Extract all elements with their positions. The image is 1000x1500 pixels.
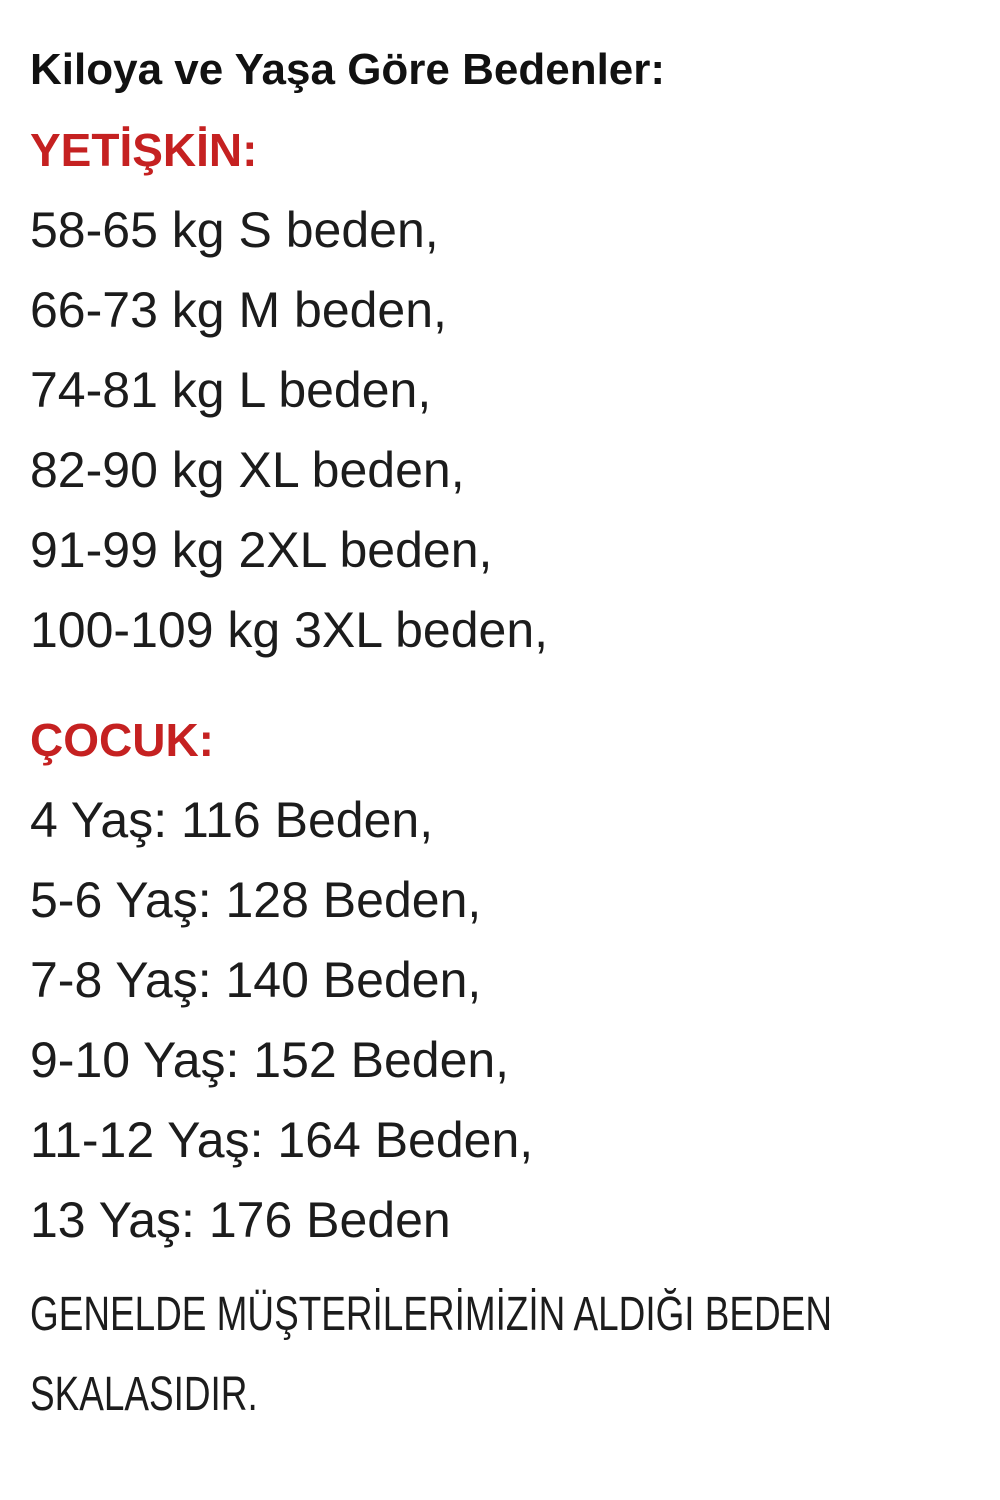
footer-note bbox=[30, 1275, 980, 1435]
page-title: Kiloya ve Yaşa Göre Bedenler: bbox=[30, 45, 666, 94]
size-line-child-152: 9-10 Yaş: 152 Beden, bbox=[30, 1032, 510, 1088]
section-heading-child: ÇOCUK: bbox=[30, 714, 214, 766]
size-line-adult-2xl: 91-99 kg 2XL beden, bbox=[30, 522, 493, 578]
size-line-child-176: 13 Yaş: 176 Beden bbox=[30, 1192, 451, 1248]
size-line-adult-s: 58-65 kg S beden, bbox=[30, 202, 439, 258]
footer-note-text: GENELDE MÜŞTERİLERİMİZİN ALDIĞI BEDEN SKALASIDIR. bbox=[30, 1288, 832, 1421]
size-line-child-164: 11-12 Yaş: 164 Beden, bbox=[30, 1112, 534, 1168]
size-line-adult-l: 74-81 kg L beden, bbox=[30, 362, 432, 418]
size-line-adult-xl: 82-90 kg XL beden, bbox=[30, 442, 465, 498]
section-adult bbox=[30, 110, 980, 670]
size-line-child-128: 5-6 Yaş: 128 Beden, bbox=[30, 872, 482, 928]
size-line-adult-3xl: 100-109 kg 3XL beden, bbox=[30, 602, 549, 658]
size-line-child-116: 4 Yaş: 116 Beden, bbox=[30, 792, 434, 848]
size-line-adult-m: 66-73 kg M beden, bbox=[30, 282, 447, 338]
size-line-child-140: 7-8 Yaş: 140 Beden, bbox=[30, 952, 482, 1008]
section-heading-adult: YETİŞKİN: bbox=[30, 124, 258, 176]
section-child bbox=[30, 700, 980, 1260]
